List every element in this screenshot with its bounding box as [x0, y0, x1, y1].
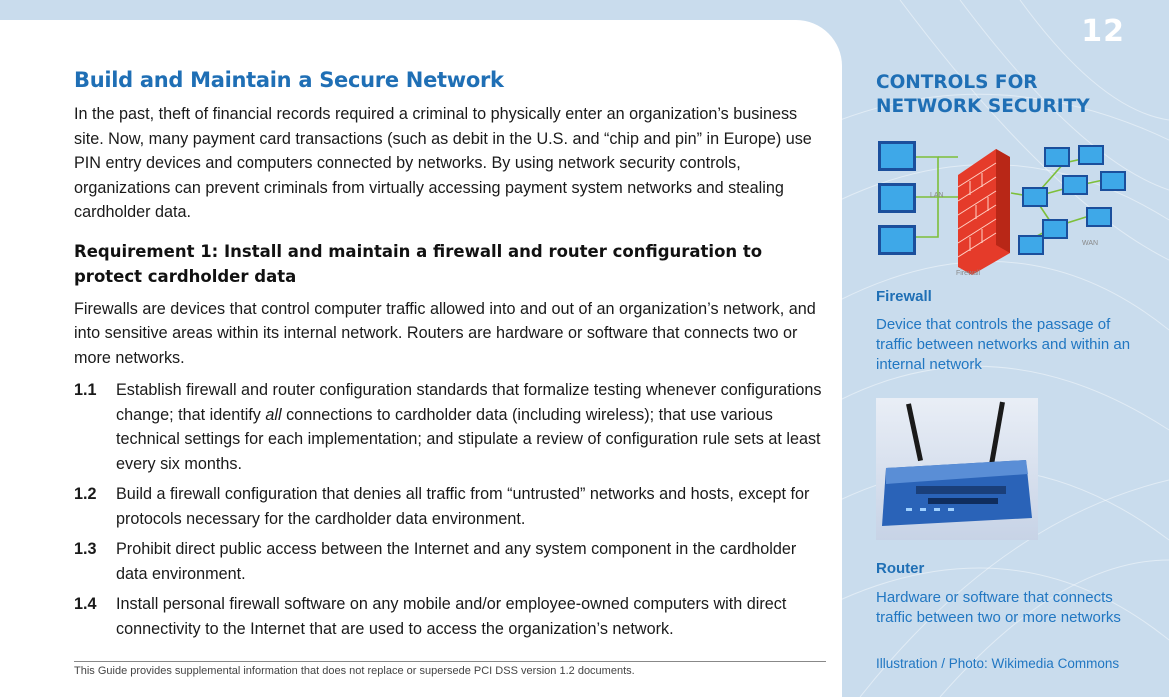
- wan-computer-icon: [1022, 187, 1048, 207]
- item-number: 1.2: [74, 485, 97, 503]
- firewall-label: Firewall: [956, 270, 981, 277]
- main-content: [74, 68, 826, 647]
- footer-divider: [74, 661, 826, 662]
- wan-computer-icon: [1044, 147, 1070, 167]
- router-caption-title: Router: [876, 560, 925, 577]
- requirement-heading: Requirement 1: Install and maintain a firewall and router configuration to protect cardholder data: [74, 241, 763, 286]
- wan-label: WAN: [1082, 240, 1099, 247]
- lan-computer-icon: [878, 183, 916, 213]
- router-caption-text: Hardware or software that connects traffic between two or more networks: [876, 589, 1121, 626]
- wan-computer-icon: [1100, 171, 1126, 191]
- list-item: [74, 592, 826, 641]
- wan-computer-icon: [1018, 235, 1044, 255]
- wan-computer-icon: [1078, 145, 1104, 165]
- firewall-caption-text: Device that controls the passage of traffic between networks and within an internal network: [876, 316, 1131, 373]
- item-text-part: Establish firewall and router configuration standards that formalize testing whenever configurations change; that identify: [116, 381, 822, 424]
- main-content-panel: [0, 20, 842, 697]
- list-item: [74, 378, 826, 476]
- item-number: 1.1: [74, 381, 97, 399]
- requirement-description: Firewalls are devices that control computer traffic allowed into and out of an organization’s network, and into sensitive areas within its internal network. Routers are hardware or software that connects two or more networks.: [74, 299, 816, 367]
- firewall-network-diagram: [876, 135, 1136, 280]
- item-text: Prohibit direct public access between the Internet and any system component in the cardholder data environment.: [116, 540, 797, 583]
- lan-computer-icon: [878, 225, 916, 255]
- lan-label: LAN: [930, 192, 944, 199]
- list-item: [74, 537, 826, 586]
- list-item: [74, 482, 826, 531]
- requirement-list: [74, 378, 826, 641]
- lan-computer-icon: [878, 141, 916, 171]
- item-text: Build a firewall configuration that denies all traffic from “untrusted” networks and hosts, except for protocols necessary for the cardholder data environment.: [116, 485, 810, 528]
- image-credit: Illustration / Photo: Wikimedia Commons: [876, 656, 1120, 671]
- intro-paragraph: In the past, theft of financial records required a criminal to physically enter an organization’s business site. Now, many payment card transactions (such as debit in the U.S. and “chip and pin” in Europe) use PIN entry devices and computers connected by networks. By using network security controls, organizations can prevent criminals from virtually accessing payment system networks and stealing cardholder data.: [74, 105, 812, 221]
- sidebar-title: CONTROLS FOR NETWORK SECURITY: [876, 72, 1090, 117]
- wan-computer-icon: [1042, 219, 1068, 239]
- item-text: Install personal firewall software on any mobile and/or employee-owned computers with direct connectivity to the Internet that are used to access the organization’s network.: [116, 595, 787, 638]
- section-title: Build and Maintain a Secure Network: [74, 68, 504, 92]
- wan-computer-icon: [1086, 207, 1112, 227]
- item-number: 1.3: [74, 540, 97, 558]
- firewall-brick-wall-icon: [958, 149, 1010, 275]
- item-number: 1.4: [74, 595, 97, 613]
- wan-computer-icon: [1062, 175, 1088, 195]
- footer-note: This Guide provides supplemental information that does not replace or supersede PCI DSS version 1.2 documents.: [74, 665, 635, 677]
- item-text: [116, 378, 826, 476]
- router-photo: [876, 398, 1038, 540]
- page-number: 12: [1081, 14, 1125, 49]
- item-text-emphasis: all: [265, 405, 282, 424]
- firewall-caption-title: Firewall: [876, 288, 932, 305]
- item-text-part: connections to cardholder data (including wireless); that use various technical settings for each implementation; and stipulate a review of configuration rule sets at least every six months.: [116, 405, 821, 473]
